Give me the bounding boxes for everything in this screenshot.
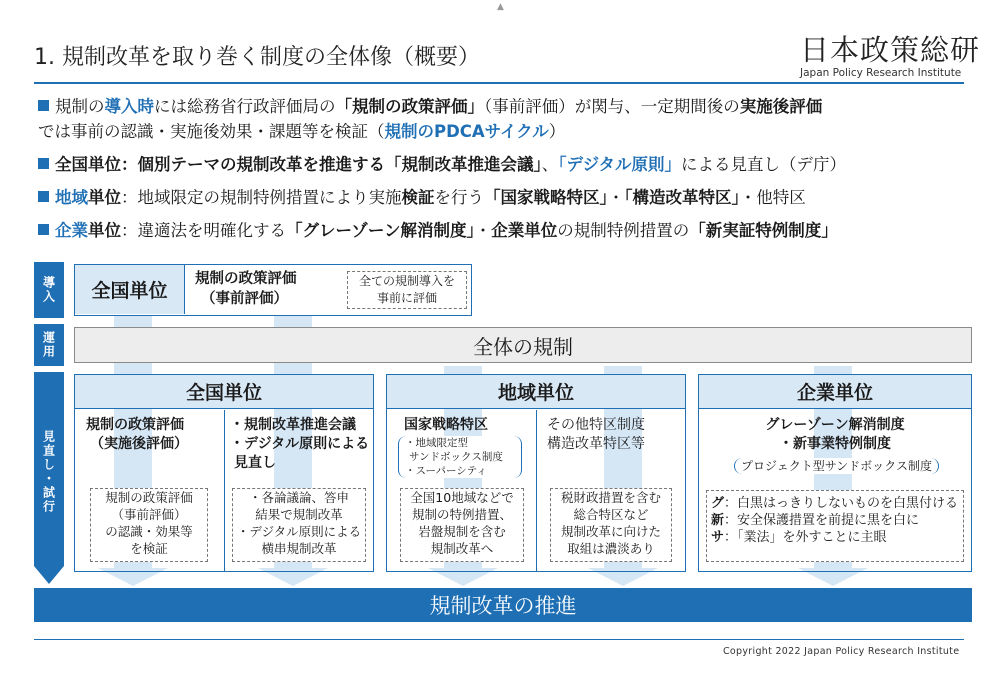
regional-right-title: その他特区制度 構造改革特区等 [547, 417, 645, 452]
bullet-list [38, 94, 978, 243]
all-regulation-bar: 全体の規制 [74, 327, 972, 363]
regional-note-left: 全国10地域などで 規制の特例措置、 岩盤規制を含む 規制改革へ [400, 488, 524, 562]
regional-sandbox-brace: ・地域限定型 サンドボックス制度 ・スーパーシティ [398, 436, 522, 478]
national-note-right: ・各論議論、答申 結果で規制改革 ・デジタル原則による 横串規制改革 [232, 488, 366, 562]
logo-japanese: 日本政策総研 [800, 33, 981, 67]
national-note-left: 規制の政策評価 （事前評価） の認識・効果等 を検証 [90, 488, 208, 562]
bullet-square-icon [38, 158, 49, 169]
copyright: Copyright 2022 Japan Policy Research Institute [723, 646, 960, 657]
title-divider [34, 82, 964, 84]
footer-divider [34, 639, 964, 640]
national-right-title: ・規制改革推進会議 ・デジタル原則による 見直し [230, 417, 370, 471]
regional-divider [536, 410, 537, 572]
corporate-glossary [706, 490, 964, 562]
glossary-row: 新：安全保護措置を前提に黒を白に [711, 513, 920, 528]
corporate-sandbox-brace: プロジェクト型サンドボックス制度 [734, 458, 939, 474]
bullet-square-icon [38, 100, 49, 111]
logo-english: Japan Policy Research Institute [800, 67, 962, 79]
corporate-header: 企業単位 [699, 375, 971, 409]
bullet-1-line-2: では事前の認識・実施後効果・課題等を検証（規制のPDCAサイクル） [38, 122, 566, 141]
top-marker: ▲ [497, 2, 504, 12]
regional-note-right: 税財政措置を含む 総合特区など 規制改革に向けた 取組は濃淡あり [550, 488, 672, 562]
national-header: 全国単位 [75, 375, 373, 409]
glossary-row: サ：「業法」を外すことに主眼 [711, 530, 887, 545]
intro-policy-eval: 規制の政策評価 （事前評価） [195, 271, 297, 307]
national-left-title: 規制の政策評価 （実施後評価） [86, 417, 188, 452]
bullet-square-icon [38, 191, 49, 202]
bullet-3: 地域単位：地域限定の規制特例措置により実施検証を行う「国家戦略特区」・「構造改革特区」・他特区 [38, 185, 978, 210]
page-title: 1. 規制改革を取り巻く制度の全体像（概要） [34, 45, 480, 70]
stage-operation-label: 運用 [34, 324, 64, 366]
bullet-square-icon [38, 224, 49, 235]
national-divider [224, 410, 225, 572]
bullet-1: 規制の導入時には総務省行政評価局の「規制の政策評価」（事前評価）が関与、一定期間後の実施後評価 [38, 94, 978, 119]
stage-review-label: 見直し・試行 [41, 430, 56, 514]
logo [800, 33, 981, 80]
glossary-row: グ：白黒はっきりしないものを白黒付ける [711, 496, 959, 511]
bullet-4: 企業単位：違適法を明確化する「グレーゾーン解消制度」・企業単位の規制特例措置の「新実証特例制度」 [38, 218, 978, 243]
bullet-2: 全国単位：個別テーマの規制改革を推進する「規制改革推進会議」、「デジタル原則」による見直し（デ庁） [38, 152, 978, 177]
corporate-title: グレーゾーン解消制度 ・新事業特例制度 [765, 417, 905, 452]
intro-note: 全ての規制導入を 事前に評価 [347, 271, 467, 309]
regulatory-reform-bar: 規制改革の推進 [34, 588, 972, 622]
regional-left-title: 国家戦略特区 [404, 417, 488, 433]
intro-national-label: 全国単位 [75, 265, 185, 314]
stage-intro-label: 導入 [34, 262, 64, 318]
intro-box [74, 264, 472, 316]
regional-header: 地域単位 [387, 375, 685, 409]
